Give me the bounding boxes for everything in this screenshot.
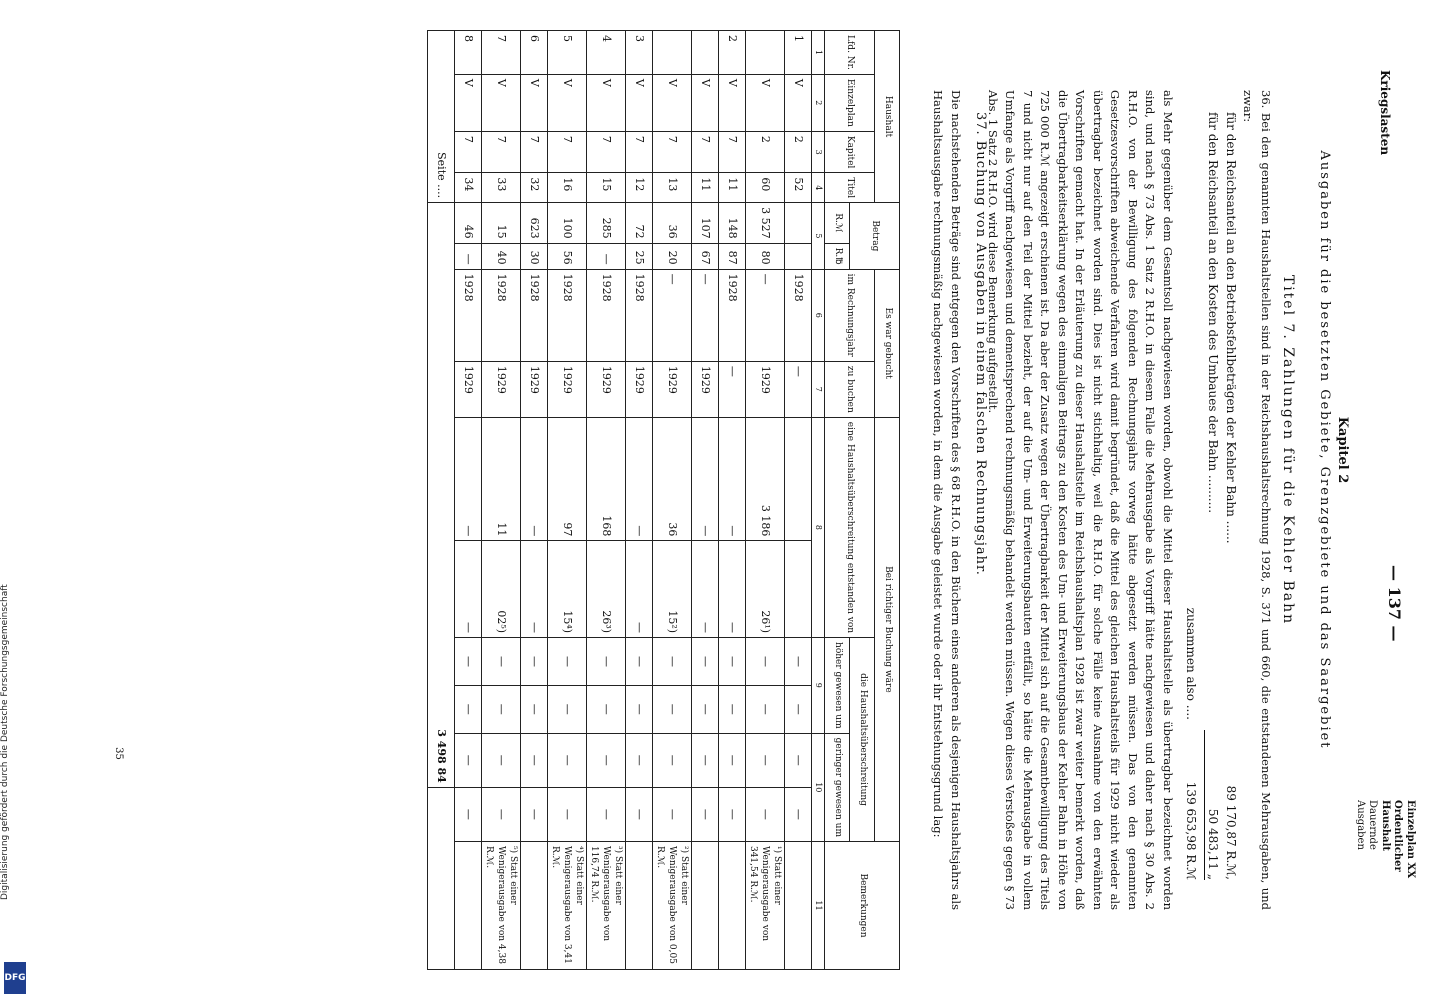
cell-u_pf: 26³) [587,541,626,638]
header-bemerkungen: Bemerkungen [825,841,900,969]
colnum: 6 [812,269,825,361]
cell-empty: — [719,685,746,733]
header-kapitel: Kapitel [825,131,875,173]
colnum: 10 [812,733,825,841]
cell-ep: V [653,74,692,131]
header-right-line: Einzelplan XX [1405,800,1416,879]
cell-kap: 7 [548,131,587,173]
cell-empty: — [587,733,626,787]
cell-empty: — [521,787,548,841]
cell-kap: 2 [785,131,812,173]
cell-tit: 32 [521,173,548,203]
cell-empty: — [482,733,521,787]
cell-pf: 87 [719,243,746,269]
cell-zu: 1929 [626,361,653,417]
cell-note [692,841,719,969]
header-right-line: Haushalt [1380,800,1391,851]
cell-ep: V [626,74,653,131]
header-betrag: Betrag [850,203,900,270]
cell-empty: — [482,685,521,733]
cell-u_rm: 3 186 [746,417,785,541]
cell-kap: 7 [692,131,719,173]
cell-ep: V [785,74,812,131]
cell-pf [785,243,812,269]
cell-ep: V [548,74,587,131]
cell-u_rm: — [692,417,719,541]
cell-pf: 25 [626,243,653,269]
line2-label: für den Reichsanteil an den Kosten des Umbaues der Bahn .......... [1206,112,1220,514]
bottom-page-number: 35 [112,747,124,760]
table-row [719,31,746,970]
colnum: 11 [812,841,825,969]
cell-u_pf: 26¹) [746,541,785,638]
cell-empty: — [455,733,482,787]
cell-u_pf: 15²) [653,541,692,638]
cell-empty: — [521,638,548,686]
cell-u_rm: — [626,417,653,541]
cell-zu: 1929 [482,361,521,417]
cell-empty: — [692,685,719,733]
table-row [785,31,812,970]
cell-empty: — [455,685,482,733]
table-body [455,31,812,970]
section37-heading: 37. Buchung von Ausgaben in einem falschen Rechnungsjahr. [973,112,988,576]
cell-empty: — [719,733,746,787]
cell-empty: — [548,685,587,733]
cell-empty: — [719,787,746,841]
cell-rm: 72 [626,203,653,244]
cell-empty: — [653,638,692,686]
cell-empty: — [455,638,482,686]
cell-rm: 15 [482,203,521,244]
header-left: Kriegslasten [1378,70,1392,156]
cell-u_pf: — [521,541,548,638]
cell-kap: 7 [521,131,548,173]
cell-war: 1928 [482,269,521,361]
cell-tit: 11 [692,173,719,203]
cell-ep: V [719,74,746,131]
table-row [587,31,626,970]
cell-nr: 4 [587,31,626,75]
cell-empty: — [719,638,746,686]
total-value: 139 653,98 R.ℳ [1184,781,1198,880]
colnum: 4 [812,173,825,203]
header-rpf: R.℔ [825,243,850,269]
cell-empty: — [785,638,812,686]
cell-rm: 623 [521,203,548,244]
cell-note [521,841,548,969]
cell-tit: 33 [482,173,521,203]
colnum: 1 [812,31,825,75]
table-row [692,31,719,970]
cell-pf: 80 [746,243,785,269]
cell-war: 1928 [719,269,746,361]
cell-empty: — [587,638,626,686]
cell-u_rm: — [719,417,746,541]
cell-rm: 100 [548,203,587,244]
cell-tit: 13 [653,173,692,203]
cell-empty: — [548,787,587,841]
header-right-line: Dauernde [1367,800,1379,850]
cell-note [455,841,482,969]
cell-u_pf: 15⁴) [548,541,587,638]
cell-nr: 7 [482,31,521,75]
colnum: 3 [812,131,825,173]
cell-zu: 1929 [653,361,692,417]
cell-empty: — [626,787,653,841]
group-richtig: Bei richtiger Buchung wäre [875,417,900,841]
cell-note: ¹) Statt einer Wenigerausgabe von 341,54 R.ℳ. [746,841,785,969]
colnum: 8 [812,417,825,637]
header-ueberschreitung: eine Haushaltsüberschreitung entstanden von [825,417,875,637]
cell-rm: 3 527 [746,203,785,244]
table-row [521,31,548,970]
header-geringer: geringer gewesen um [825,733,850,841]
cell-u_rm: 168 [587,417,626,541]
group-haushalt: Haushalt [875,31,900,203]
cell-war: 1928 [587,269,626,361]
colnum: 9 [812,638,825,734]
cell-empty: — [521,685,548,733]
cell-empty: — [626,685,653,733]
cell-zu: 1929 [587,361,626,417]
cell-note [719,841,746,969]
header-rm: R.ℳ [825,203,850,244]
table-row [455,31,482,970]
header-titel: Titel [825,173,875,203]
cell-rm: 107 [692,203,719,244]
colnum: 5 [812,203,825,270]
cell-pf: — [455,243,482,269]
cell-u_rm: — [521,417,548,541]
cell-ep: V [746,74,785,131]
cell-tit: 15 [587,173,626,203]
cell-pf: — [587,243,626,269]
total-label: zusammen also .... [1184,607,1198,720]
cell-zu: — [785,361,812,417]
cell-zu: 1929 [692,361,719,417]
cell-kap: 7 [482,131,521,173]
group-hs-ueber: die Haushaltsüberschreitung [850,638,875,842]
cell-pf: 40 [482,243,521,269]
cell-empty: — [785,787,812,841]
cell-ep: V [587,74,626,131]
cell-empty: — [548,733,587,787]
cell-u_rm: 97 [548,417,587,541]
cell-zu: 1929 [521,361,548,417]
cell-nr: 8 [455,31,482,75]
table-row [626,31,653,970]
cell-tit: 11 [719,173,746,203]
cell-empty: — [587,685,626,733]
table-row [746,31,785,970]
cell-ep: V [455,74,482,131]
cell-nr: 3 [626,31,653,75]
cell-empty: — [482,638,521,686]
records-table [427,30,900,970]
cell-nr: 2 [719,31,746,75]
cell-nr [653,31,692,75]
header-lfd: Lfd. Nr. [825,31,875,75]
cell-nr [746,31,785,75]
cell-zu: — [719,361,746,417]
cell-pf: 67 [692,243,719,269]
cell-ep: V [692,74,719,131]
cell-u_pf: 02⁵) [482,541,521,638]
cell-war: 1928 [785,269,812,361]
cell-empty: — [746,733,785,787]
cell-pf: 20 [653,243,692,269]
cell-war: 1928 [455,269,482,361]
cell-empty: — [692,733,719,787]
cell-tit: 12 [626,173,653,203]
cell-war: — [746,269,785,361]
line1-value: 89 170,87 R.ℳ, [1224,785,1238,880]
header-right-line: Ausgaben [1355,800,1366,850]
cell-empty: — [692,638,719,686]
cell-zu: 1929 [455,361,482,417]
cell-empty: — [455,787,482,841]
table-row [482,31,521,970]
chapter-label: Kapitel 2 [1335,416,1350,484]
cell-war: 1928 [548,269,587,361]
section37-body: Die nachstehenden Beträge sind entgegen den Vorschriften des § 68 R.H.O. in den Büchern eines anderen als desjenigen Haushaltsjahrs als Haushaltsausgabe rechnungsmäßig nachgewiesen worden, in dem die Ausgabe geleistet wurde oder ihr Entstehungsgrund lag: [931,90,963,910]
cell-u_pf: — [719,541,746,638]
cell-nr: 1 [785,31,812,75]
cell-tit: 16 [548,173,587,203]
cell-rm: 285 [587,203,626,244]
cell-rm: 46 [455,203,482,244]
table-row [653,31,692,970]
cell-empty: — [785,733,812,787]
header-hoeher: höher gewesen um [825,638,850,734]
section36-body: als Mehr gegenüber dem Gesamtsoll nachgewiesen worden, obwohl die Mittel dieser Haushaltstelle als übertragbar bezeichnet worden sind, und nach § 73 Abs. 1 Satz 2 R.H.O. in diesem Falle die Mehrausgabe als Vorgriff hätte nachgewiesen und daher nach § 30 Abs. 2 R.H.O. von der Bewilligung des folgenden Rechnungsjahrs vorweg hätte abgesetzt werden müssen. Das von den genannten Gesetzesvorschriften abweichende Verfahren wird damit begründet, daß die Mittel des gleichen Haushaltsteils für 1929 nicht wieder als übertragbar bezeichnet worden sind. Dies ist nicht stichhaltig, weil die R.H.O. für solche Fälle keine Ausnahme von den erwähnten Vorschriften gemacht hat. In der Erläuterung zu dieser Haushaltstelle im Reichshaushaltsplan 1928 ist zwar weiter bemerkt worden, daß die Übertragbarkeitserklärung wegen des einmaligen Beitrags zu den Kosten des Um- und Erweiterungsbaus der Kehler Bahn in Höhe von 725 000 R.ℳ angezeigt erschienen ist. Da aber der Zusatz wegen der Übertragbarkeit der Mittel sich auf die Gesamtbewilligung des Titels 7 und nicht nur auf den Teil der Mittel bezieht, der auf die Um- und Erweiterungsbauten entfällt, so hätte die Mehrausgabe in vollem Umfange als Vorgriff nachgewiesen und dementsprechend rechnungsmäßig behandelt werden müssen. Wegen dieses Verstoßes gegen § 73 Abs. 1 Satz 2 R.H.O. wird diese Bemerkung aufgestellt. [986,90,1175,910]
line1-label: für den Reichsanteil an den Betriebsfehlbeträgen der Kehler Bahn ...... [1224,112,1238,544]
cell-pf: 56 [548,243,587,269]
header-einzelplan: Einzelplan [825,74,875,131]
colnum: 7 [812,361,825,417]
cell-empty: — [653,733,692,787]
cell-kap: 2 [746,131,785,173]
cell-empty: — [692,787,719,841]
cell-kap: 7 [653,131,692,173]
header-right [1354,800,1417,940]
cell-note [785,841,812,969]
cell-empty: — [653,787,692,841]
cell-u_pf: — [692,541,719,638]
cell-u_rm [785,417,812,541]
cell-empty: — [521,733,548,787]
section-heading: Ausgaben für die besetzten Gebiete, Grenzgebiete und das Saargebiet [1317,150,1332,750]
cell-empty: — [626,733,653,787]
seite-value: 3 498 84 [428,203,455,788]
cell-empty: — [587,787,626,841]
cell-empty: — [785,685,812,733]
cell-kap: 7 [587,131,626,173]
digitization-note: Digitalisierung gefördert durch die Deutsche Forschungsgemeinschaft [0,584,10,900]
cell-u_pf: — [626,541,653,638]
cell-war: — [692,269,719,361]
cell-war: 1928 [521,269,548,361]
seite-label: Seite .... [428,31,455,203]
cell-note: ⁴) Statt einer Wenigerausgabe von 3,41 R.ℳ. [548,841,587,969]
cell-note: ²) Statt einer Wenigerausgabe von 0,05 R.ℳ. [653,841,692,969]
title-heading: Titel 7. Zahlungen für die Kehler Bahn [1280,274,1296,626]
cell-tit: 34 [455,173,482,203]
cell-u_rm: 11 [482,417,521,541]
cell-note: ⁵) Statt einer Wenigerausgabe von 4,38 R.ℳ. [482,841,521,969]
cell-nr: 5 [548,31,587,75]
cell-ep: V [482,74,521,131]
cell-zu: 1929 [746,361,785,417]
cell-kap: 7 [626,131,653,173]
cell-rm [785,203,812,244]
cell-ep: V [521,74,548,131]
cell-note: ³) Statt einer Wenigerausgabe von 116,74 R.ℳ. [587,841,626,969]
cell-war: — [653,269,692,361]
cell-empty: — [626,638,653,686]
cell-u_pf: — [455,541,482,638]
cell-empty: — [653,685,692,733]
cell-u_rm: 36 [653,417,692,541]
cell-kap: 7 [455,131,482,173]
header-right-line: Ordentlicher [1392,800,1404,872]
header-zu-buchen: zu buchen [825,361,875,417]
cell-pf: 30 [521,243,548,269]
cell-u_rm: — [455,417,482,541]
page-number: — 137 — [1385,565,1404,642]
cell-kap: 7 [719,131,746,173]
dfg-logo: DFG [4,962,26,994]
cell-rm: 148 [719,203,746,244]
cell-nr [692,31,719,75]
section36-intro: 36. Bei den genannten Haushaltstellen sind in der Reichshaushaltsrechnung 1928, S. 371 und 660, die entstandenen Mehrausgaben, und zwar: [1241,90,1273,910]
cell-war: 1928 [626,269,653,361]
cell-u_pf [785,541,812,638]
cell-zu: 1929 [548,361,587,417]
cell-empty: — [746,685,785,733]
cell-empty: — [746,638,785,686]
cell-nr: 6 [521,31,548,75]
cell-note [626,841,653,969]
cell-tit: 52 [785,173,812,203]
cell-tit: 60 [746,173,785,203]
colnum: 2 [812,74,825,131]
header-im-rj: im Rechnungsjahr [825,269,875,361]
cell-empty: — [482,787,521,841]
group-war: Es war gebucht [875,269,900,417]
line2-value: 50 483,11 „ [1204,730,1220,880]
cell-rm: 36 [653,203,692,244]
cell-empty: — [746,787,785,841]
table-row [548,31,587,970]
cell-empty: — [548,638,587,686]
